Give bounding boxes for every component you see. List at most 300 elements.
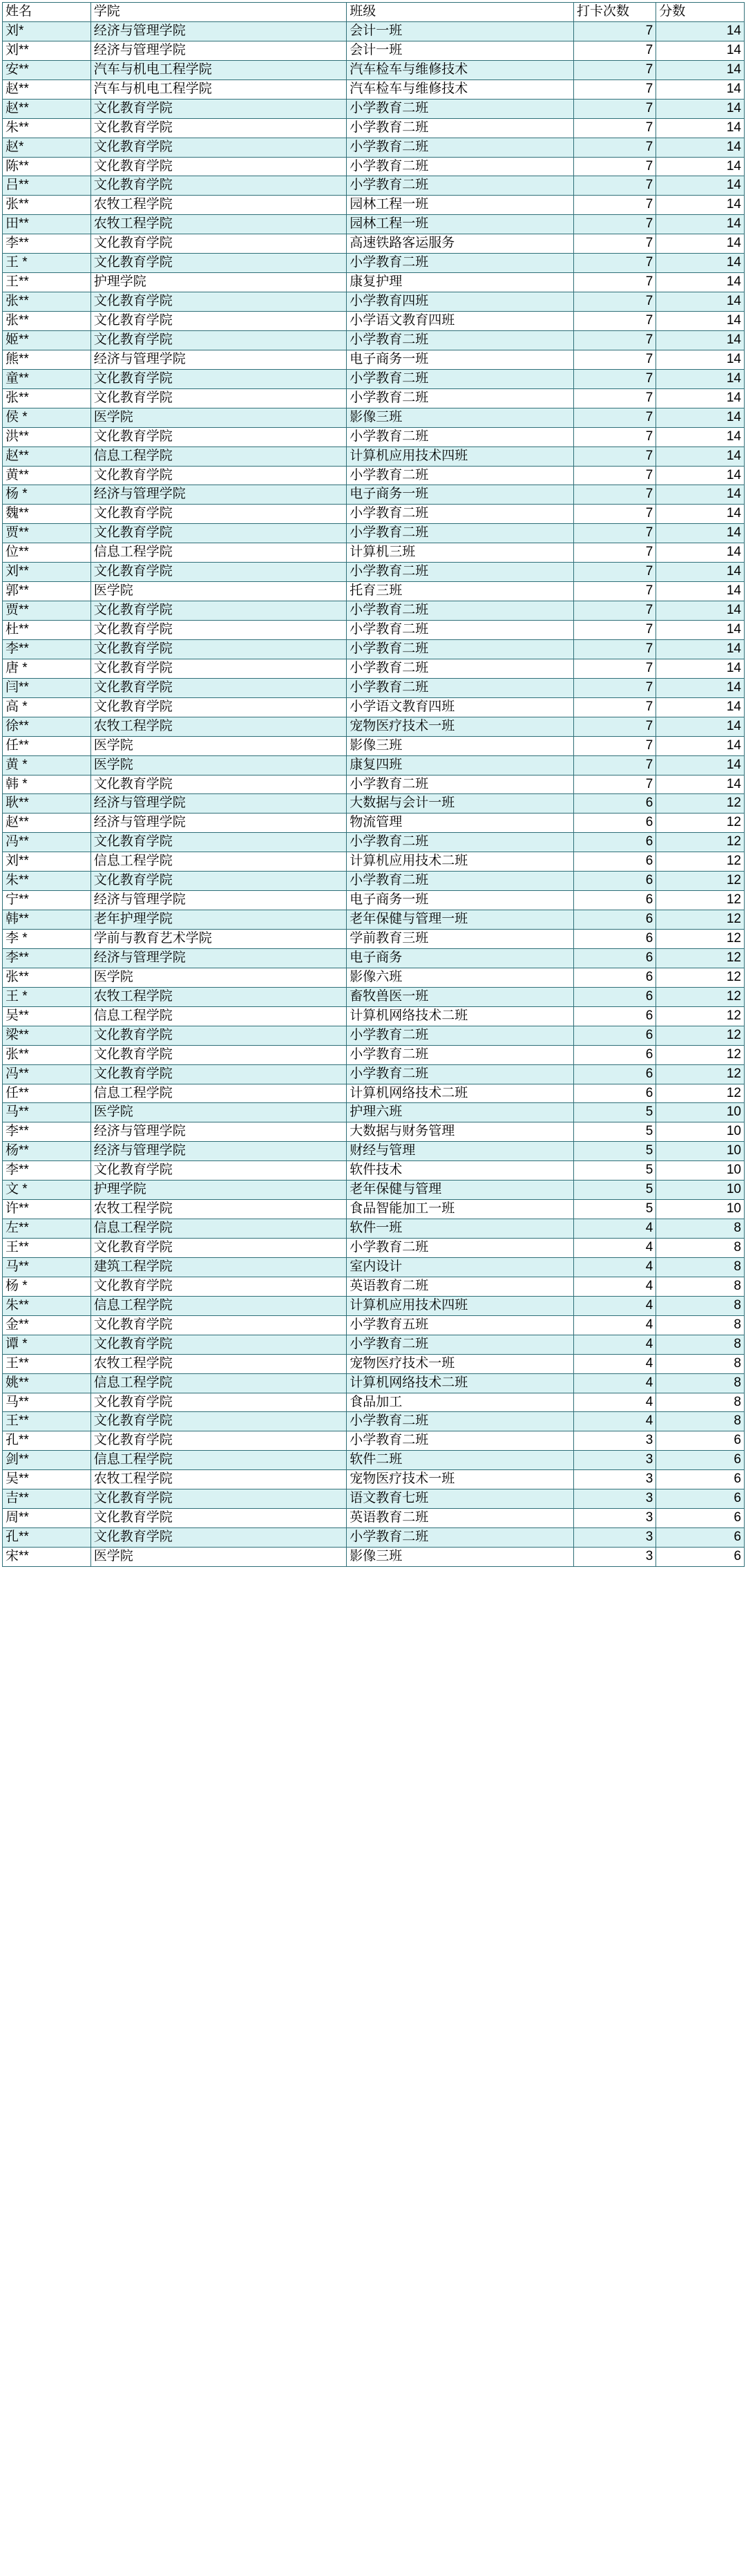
cell-name: 童** <box>3 369 91 388</box>
table-row <box>3 639 745 659</box>
table-row <box>3 466 745 485</box>
cell-score: 14 <box>656 292 745 312</box>
cell-class: 物流管理 <box>347 814 574 833</box>
cell-checkin-count: 7 <box>573 312 656 331</box>
cell-checkin-count: 5 <box>573 1161 656 1181</box>
cell-checkin-count: 5 <box>573 1142 656 1161</box>
cell-checkin-count: 4 <box>573 1239 656 1258</box>
cell-college: 医学院 <box>90 1103 347 1122</box>
cell-name: 马** <box>3 1393 91 1412</box>
cell-name: 王** <box>3 1239 91 1258</box>
cell-class: 园林工程一班 <box>347 215 574 234</box>
cell-checkin-count: 4 <box>573 1354 656 1373</box>
cell-class: 小学教育二班 <box>347 330 574 350</box>
cell-name: 张** <box>3 196 91 215</box>
cell-name: 黄** <box>3 466 91 485</box>
cell-score: 14 <box>656 330 745 350</box>
cell-score: 12 <box>656 891 745 910</box>
cell-checkin-count: 7 <box>573 388 656 408</box>
table-row <box>3 1412 745 1431</box>
cell-class: 小学教育二班 <box>347 775 574 794</box>
cell-score: 14 <box>656 485 745 505</box>
cell-score: 14 <box>656 659 745 678</box>
table-row <box>3 1064 745 1084</box>
cell-college: 信息工程学院 <box>90 543 347 563</box>
cell-name: 王** <box>3 1412 91 1431</box>
cell-checkin-count: 7 <box>573 485 656 505</box>
cell-college: 老年护理学院 <box>90 910 347 930</box>
cell-checkin-count: 6 <box>573 1064 656 1084</box>
table-row <box>3 1335 745 1354</box>
cell-name: 金** <box>3 1315 91 1335</box>
cell-college: 文化教育学院 <box>90 697 347 717</box>
cell-name: 张** <box>3 292 91 312</box>
cell-checkin-count: 5 <box>573 1200 656 1219</box>
cell-checkin-count: 7 <box>573 41 656 60</box>
cell-name: 文 * <box>3 1181 91 1200</box>
cell-class: 小学教育五班 <box>347 1315 574 1335</box>
cell-checkin-count: 7 <box>573 639 656 659</box>
cell-score: 14 <box>656 524 745 543</box>
cell-college: 文化教育学院 <box>90 466 347 485</box>
cell-name: 李** <box>3 1161 91 1181</box>
cell-class: 小学教育二班 <box>347 1412 574 1431</box>
cell-college: 文化教育学院 <box>90 1335 347 1354</box>
table-row <box>3 388 745 408</box>
cell-college: 农牧工程学院 <box>90 1470 347 1489</box>
cell-name: 李** <box>3 234 91 254</box>
cell-college: 信息工程学院 <box>90 1373 347 1393</box>
table-row <box>3 446 745 466</box>
cell-checkin-count: 7 <box>573 21 656 41</box>
cell-checkin-count: 7 <box>573 775 656 794</box>
table-row <box>3 408 745 427</box>
table-row <box>3 987 745 1006</box>
cell-name: 任** <box>3 1084 91 1103</box>
checkin-score-table <box>2 2 745 1567</box>
table-row <box>3 601 745 621</box>
table-row <box>3 755 745 775</box>
cell-checkin-count: 3 <box>573 1470 656 1489</box>
cell-college: 汽车与机电工程学院 <box>90 60 347 79</box>
table-row <box>3 814 745 833</box>
cell-college: 经济与管理学院 <box>90 794 347 814</box>
table-row <box>3 99 745 118</box>
cell-score: 14 <box>656 21 745 41</box>
cell-checkin-count: 7 <box>573 466 656 485</box>
cell-college: 文化教育学院 <box>90 1161 347 1181</box>
cell-college: 医学院 <box>90 968 347 987</box>
spreadsheet-sheet <box>0 2 746 1567</box>
cell-score: 12 <box>656 1045 745 1064</box>
cell-score: 8 <box>656 1315 745 1335</box>
cell-name: 吴** <box>3 1470 91 1489</box>
cell-class: 英语教育二班 <box>347 1509 574 1528</box>
cell-score: 14 <box>656 41 745 60</box>
cell-class: 英语教育二班 <box>347 1277 574 1296</box>
cell-checkin-count: 6 <box>573 930 656 949</box>
cell-checkin-count: 7 <box>573 582 656 601</box>
cell-score: 6 <box>656 1548 745 1567</box>
cell-name: 任** <box>3 736 91 755</box>
cell-checkin-count: 5 <box>573 1181 656 1200</box>
cell-class: 小学教育二班 <box>347 1431 574 1451</box>
cell-score: 12 <box>656 1006 745 1026</box>
cell-score: 12 <box>656 814 745 833</box>
cell-checkin-count: 7 <box>573 697 656 717</box>
cell-college: 文化教育学院 <box>90 833 347 852</box>
table-row <box>3 775 745 794</box>
cell-checkin-count: 3 <box>573 1548 656 1567</box>
cell-class: 小学教育二班 <box>347 1026 574 1045</box>
cell-score: 14 <box>656 196 745 215</box>
cell-checkin-count: 7 <box>573 350 656 369</box>
cell-class: 小学教育二班 <box>347 388 574 408</box>
cell-score: 12 <box>656 987 745 1006</box>
cell-class: 计算机网络技术二班 <box>347 1006 574 1026</box>
cell-checkin-count: 7 <box>573 505 656 524</box>
cell-score: 8 <box>656 1354 745 1373</box>
table-row <box>3 118 745 138</box>
table-row <box>3 254 745 273</box>
table-row <box>3 736 745 755</box>
cell-college: 农牧工程学院 <box>90 717 347 736</box>
cell-name: 李** <box>3 639 91 659</box>
table-row <box>3 891 745 910</box>
column-header-class: 班级 <box>347 3 574 22</box>
table-row <box>3 1470 745 1489</box>
cell-checkin-count: 6 <box>573 814 656 833</box>
table-row <box>3 1200 745 1219</box>
cell-college: 农牧工程学院 <box>90 1200 347 1219</box>
table-row <box>3 157 745 176</box>
table-row <box>3 234 745 254</box>
table-row <box>3 1489 745 1509</box>
cell-name: 徐** <box>3 717 91 736</box>
table-row <box>3 833 745 852</box>
cell-class: 影像三班 <box>347 736 574 755</box>
cell-score: 6 <box>656 1528 745 1548</box>
table-row <box>3 79 745 99</box>
table-row <box>3 350 745 369</box>
column-header-checkin-count: 打卡次数 <box>573 3 656 22</box>
table-row <box>3 138 745 157</box>
cell-class: 小学教育二班 <box>347 118 574 138</box>
cell-score: 14 <box>656 466 745 485</box>
cell-checkin-count: 6 <box>573 794 656 814</box>
table-row <box>3 1006 745 1026</box>
cell-class: 语文教育七班 <box>347 1489 574 1509</box>
cell-checkin-count: 7 <box>573 79 656 99</box>
cell-checkin-count: 5 <box>573 1103 656 1122</box>
cell-score: 12 <box>656 1084 745 1103</box>
cell-name: 郭** <box>3 582 91 601</box>
cell-college: 文化教育学院 <box>90 1239 347 1258</box>
cell-class: 小学教育二班 <box>347 678 574 697</box>
cell-score: 12 <box>656 968 745 987</box>
cell-checkin-count: 3 <box>573 1431 656 1451</box>
cell-score: 6 <box>656 1470 745 1489</box>
cell-college: 护理学院 <box>90 273 347 292</box>
table-row <box>3 273 745 292</box>
cell-class: 小学教育二班 <box>347 157 574 176</box>
table-header <box>3 3 745 22</box>
cell-score: 14 <box>656 755 745 775</box>
cell-class: 汽车检车与维修技术 <box>347 79 574 99</box>
cell-college: 文化教育学院 <box>90 505 347 524</box>
cell-college: 文化教育学院 <box>90 388 347 408</box>
cell-class: 宠物医疗技术一班 <box>347 717 574 736</box>
cell-class: 计算机应用技术四班 <box>347 446 574 466</box>
cell-class: 小学教育二班 <box>347 601 574 621</box>
cell-class: 托育三班 <box>347 582 574 601</box>
cell-college: 经济与管理学院 <box>90 948 347 968</box>
cell-class: 计算机网络技术二班 <box>347 1373 574 1393</box>
cell-name: 朱** <box>3 118 91 138</box>
cell-name: 洪** <box>3 427 91 446</box>
cell-class: 计算机三班 <box>347 543 574 563</box>
cell-class: 小学教育二班 <box>347 99 574 118</box>
cell-name: 侯 * <box>3 408 91 427</box>
cell-class: 影像三班 <box>347 408 574 427</box>
cell-college: 医学院 <box>90 408 347 427</box>
cell-college: 文化教育学院 <box>90 118 347 138</box>
cell-college: 文化教育学院 <box>90 1064 347 1084</box>
table-row <box>3 1239 745 1258</box>
cell-score: 14 <box>656 369 745 388</box>
cell-class: 小学教育二班 <box>347 563 574 582</box>
cell-college: 信息工程学院 <box>90 1006 347 1026</box>
cell-class: 老年保健与管理 <box>347 1181 574 1200</box>
table-row <box>3 852 745 872</box>
cell-college: 信息工程学院 <box>90 1451 347 1470</box>
cell-checkin-count: 6 <box>573 1026 656 1045</box>
cell-checkin-count: 6 <box>573 948 656 968</box>
cell-college: 文化教育学院 <box>90 292 347 312</box>
cell-name: 黄 * <box>3 755 91 775</box>
cell-college: 文化教育学院 <box>90 312 347 331</box>
cell-college: 信息工程学院 <box>90 852 347 872</box>
cell-college: 信息工程学院 <box>90 1219 347 1239</box>
column-header-college: 学院 <box>90 3 347 22</box>
cell-class: 小学教育二班 <box>347 176 574 196</box>
cell-score: 14 <box>656 678 745 697</box>
cell-score: 12 <box>656 930 745 949</box>
cell-name: 赵** <box>3 79 91 99</box>
cell-name: 朱** <box>3 1296 91 1315</box>
table-row <box>3 1142 745 1161</box>
cell-class: 小学教育二班 <box>347 872 574 891</box>
cell-checkin-count: 4 <box>573 1257 656 1277</box>
cell-score: 14 <box>656 601 745 621</box>
table-row <box>3 678 745 697</box>
cell-college: 文化教育学院 <box>90 1528 347 1548</box>
cell-college: 文化教育学院 <box>90 872 347 891</box>
cell-name: 陈** <box>3 157 91 176</box>
cell-score: 14 <box>656 79 745 99</box>
cell-score: 14 <box>656 60 745 79</box>
table-row <box>3 330 745 350</box>
cell-score: 10 <box>656 1103 745 1122</box>
cell-class: 会计一班 <box>347 21 574 41</box>
cell-name: 杨 * <box>3 485 91 505</box>
cell-name: 熊** <box>3 350 91 369</box>
cell-name: 宁** <box>3 891 91 910</box>
table-row <box>3 872 745 891</box>
cell-college: 农牧工程学院 <box>90 987 347 1006</box>
cell-score: 12 <box>656 1026 745 1045</box>
cell-class: 电子商务一班 <box>347 485 574 505</box>
cell-name: 杨 * <box>3 1277 91 1296</box>
cell-college: 医学院 <box>90 582 347 601</box>
table-row <box>3 1219 745 1239</box>
cell-class: 小学语文教育四班 <box>347 697 574 717</box>
cell-name: 周** <box>3 1509 91 1528</box>
cell-checkin-count: 7 <box>573 254 656 273</box>
table-row <box>3 60 745 79</box>
cell-checkin-count: 7 <box>573 60 656 79</box>
cell-class: 电子商务 <box>347 948 574 968</box>
table-body <box>3 21 745 1566</box>
cell-checkin-count: 7 <box>573 273 656 292</box>
cell-score: 8 <box>656 1393 745 1412</box>
cell-college: 文化教育学院 <box>90 254 347 273</box>
cell-college: 信息工程学院 <box>90 1084 347 1103</box>
cell-class: 宠物医疗技术一班 <box>347 1354 574 1373</box>
cell-college: 农牧工程学院 <box>90 1354 347 1373</box>
cell-college: 文化教育学院 <box>90 563 347 582</box>
cell-checkin-count: 7 <box>573 755 656 775</box>
cell-class: 小学教育四班 <box>347 292 574 312</box>
cell-college: 文化教育学院 <box>90 369 347 388</box>
cell-college: 经济与管理学院 <box>90 1142 347 1161</box>
cell-checkin-count: 6 <box>573 1084 656 1103</box>
cell-checkin-count: 7 <box>573 215 656 234</box>
cell-name: 赵* <box>3 138 91 157</box>
table-row <box>3 948 745 968</box>
cell-checkin-count: 6 <box>573 987 656 1006</box>
cell-college: 文化教育学院 <box>90 1045 347 1064</box>
cell-name: 姚** <box>3 1373 91 1393</box>
cell-score: 10 <box>656 1200 745 1219</box>
cell-checkin-count: 4 <box>573 1335 656 1354</box>
cell-college: 经济与管理学院 <box>90 21 347 41</box>
table-row <box>3 369 745 388</box>
cell-class: 小学教育二班 <box>347 1064 574 1084</box>
cell-name: 孔** <box>3 1431 91 1451</box>
cell-class: 食品智能加工一班 <box>347 1200 574 1219</box>
cell-score: 14 <box>656 388 745 408</box>
cell-checkin-count: 4 <box>573 1277 656 1296</box>
cell-college: 学前与教育艺术学院 <box>90 930 347 949</box>
cell-checkin-count: 6 <box>573 833 656 852</box>
cell-score: 12 <box>656 794 745 814</box>
table-row <box>3 1354 745 1373</box>
cell-checkin-count: 7 <box>573 118 656 138</box>
cell-name: 张** <box>3 388 91 408</box>
table-row <box>3 505 745 524</box>
table-row <box>3 1026 745 1045</box>
table-row <box>3 1451 745 1470</box>
cell-college: 医学院 <box>90 736 347 755</box>
cell-score: 14 <box>656 215 745 234</box>
cell-checkin-count: 7 <box>573 176 656 196</box>
cell-class: 小学教育二班 <box>347 254 574 273</box>
cell-checkin-count: 6 <box>573 968 656 987</box>
cell-class: 汽车检车与维修技术 <box>347 60 574 79</box>
table-row <box>3 1548 745 1567</box>
cell-class: 计算机网络技术二班 <box>347 1084 574 1103</box>
cell-score: 8 <box>656 1412 745 1431</box>
table-row <box>3 794 745 814</box>
cell-class: 护理六班 <box>347 1103 574 1122</box>
table-row <box>3 1393 745 1412</box>
cell-class: 软件二班 <box>347 1451 574 1470</box>
cell-checkin-count: 7 <box>573 196 656 215</box>
cell-checkin-count: 7 <box>573 408 656 427</box>
table-header-row <box>3 3 745 22</box>
cell-college: 文化教育学院 <box>90 99 347 118</box>
table-row <box>3 1373 745 1393</box>
cell-name: 唐 * <box>3 659 91 678</box>
cell-college: 文化教育学院 <box>90 1509 347 1528</box>
cell-college: 文化教育学院 <box>90 1315 347 1335</box>
cell-class: 小学教育二班 <box>347 1335 574 1354</box>
cell-class: 会计一班 <box>347 41 574 60</box>
cell-checkin-count: 3 <box>573 1489 656 1509</box>
table-row <box>3 563 745 582</box>
cell-class: 小学教育二班 <box>347 1045 574 1064</box>
table-row <box>3 1528 745 1548</box>
cell-score: 14 <box>656 446 745 466</box>
cell-score: 8 <box>656 1277 745 1296</box>
cell-checkin-count: 7 <box>573 621 656 640</box>
cell-name: 剑** <box>3 1451 91 1470</box>
cell-college: 农牧工程学院 <box>90 215 347 234</box>
cell-score: 14 <box>656 273 745 292</box>
cell-college: 医学院 <box>90 755 347 775</box>
table-row <box>3 1277 745 1296</box>
cell-score: 6 <box>656 1431 745 1451</box>
cell-name: 贾** <box>3 601 91 621</box>
cell-score: 12 <box>656 948 745 968</box>
cell-score: 14 <box>656 543 745 563</box>
cell-checkin-count: 7 <box>573 369 656 388</box>
cell-score: 12 <box>656 872 745 891</box>
cell-name: 左** <box>3 1219 91 1239</box>
cell-class: 影像三班 <box>347 1548 574 1567</box>
cell-checkin-count: 7 <box>573 524 656 543</box>
cell-class: 小学教育二班 <box>347 427 574 446</box>
cell-name: 王** <box>3 1354 91 1373</box>
cell-name: 宋** <box>3 1548 91 1567</box>
cell-score: 12 <box>656 1064 745 1084</box>
cell-score: 14 <box>656 427 745 446</box>
cell-name: 贾** <box>3 524 91 543</box>
table-row <box>3 427 745 446</box>
cell-name: 朱** <box>3 872 91 891</box>
cell-name: 谭 * <box>3 1335 91 1354</box>
cell-checkin-count: 6 <box>573 891 656 910</box>
cell-name: 吴** <box>3 1006 91 1026</box>
cell-name: 孔** <box>3 1528 91 1548</box>
cell-college: 文化教育学院 <box>90 621 347 640</box>
cell-score: 14 <box>656 118 745 138</box>
cell-checkin-count: 7 <box>573 601 656 621</box>
table-row <box>3 582 745 601</box>
cell-college: 信息工程学院 <box>90 446 347 466</box>
cell-score: 14 <box>656 408 745 427</box>
